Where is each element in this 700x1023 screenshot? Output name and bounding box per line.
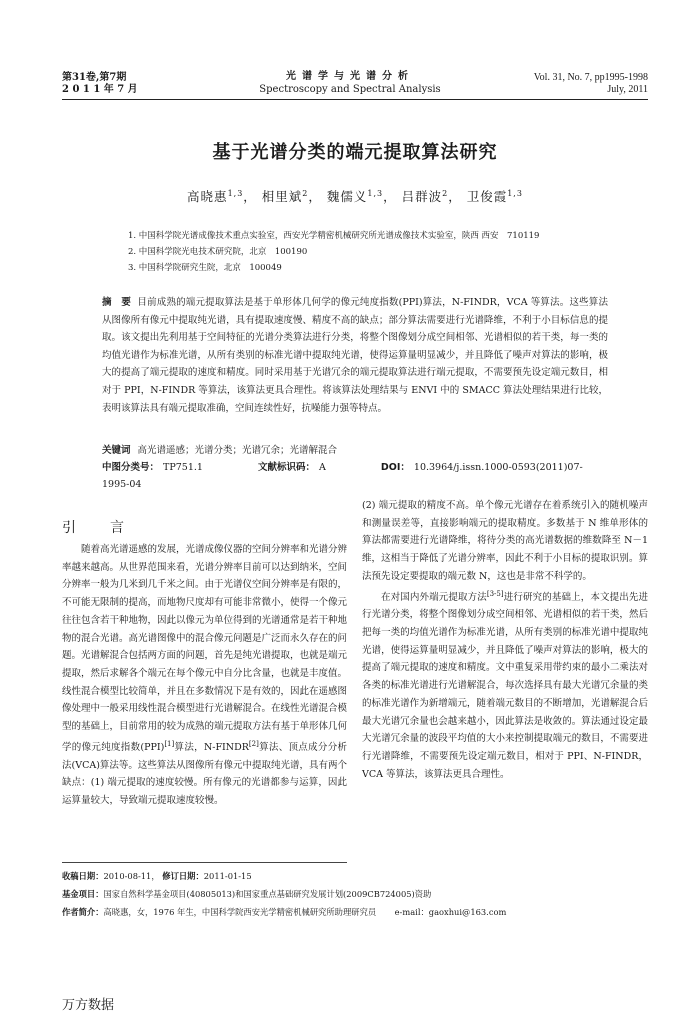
body-left-column — [62, 541, 347, 810]
header-journal-block — [250, 70, 450, 96]
doi-value: 10.3964/j.issn.1000-0593(2011)07-1995-04 — [102, 462, 583, 490]
footnote-rule — [62, 862, 347, 863]
doc-code-value: A — [319, 462, 326, 473]
clc-label: 中图分类号： — [102, 462, 160, 473]
header-date-en: July, 2011 — [607, 84, 648, 95]
wanfang-watermark: 万方数据 — [62, 998, 115, 1013]
affiliation-item: 2. 中国科学院光电技术研究院，北京 100190 — [128, 247, 308, 257]
footnote-email: e-mail：gaoxhui@163.com — [394, 907, 507, 917]
author-affiliation-mark: 1,3 — [507, 188, 523, 198]
citation-ref: [1] — [164, 739, 175, 748]
author-affiliation-mark: 2 — [442, 188, 449, 198]
header-volume-en: Vol. 31, No. 7, pp1995-1998 — [533, 72, 648, 83]
intro-paragraph: 随着高光谱遥感的发展，光谱成像仪器的空间分辨率和光谱分辨率越来越高。从世界范围来看，光谱分辨率目前可以达到纳米，空间分辨率一般为几米到几千米之间。由于光谱仪空间分辨率是有限的，不可能无限制的提高，而地物尺度却有可能非常微小，使得一个像元往往包含若干种地物，因此以像元为单位得到的光谱通常是若干种地物的混合光谱。高光谱图像中的混合像元问题是广泛而永久存在的问题。光谱解混合包括两方面的问题，首先是纯光谱提取，也就是端元提取，然后求解各个端元在每个像元中自分比含量，也就是丰度值。线性混合模型比较简单，并且在多数情况下是有效的，因此在遥感图像处理中一般采用线性混合模型进行光谱解混合。在线性光谱混合模型的基础上，目前常用的较为成熟的端元提取方法有基于单形体几何学的像元纯度指数(PPI)[1]算法，N-FINDR[2]算法、顶点成分分析法(VCA)算法等。这些算法从图像所有像元中提取纯光谱，具有两个缺点：(1) 端元提取的速度较慢。所有像元的光谱都参与运算，因此运算量较大，导致端元提取速度较慢。 — [62, 544, 348, 806]
body-paragraph: (2) 端元提取的精度不高。单个像元光谱存在着系统引入的随机噪声和测量误差等，直接影响端元的提取精度。多数基于 N 维单形体的算法都需要进行光谱降维，将待分类的高光谱数据的维数降至 N－1 维，这相当于降低了光谱分辨率，因此不利于小目标的提取识别。算法预先设定要提取的端元数 N，这也是非常不科学的。 — [362, 500, 648, 582]
doc-code-label: 文献标识码： — [257, 462, 315, 473]
keywords-label: 关键词 — [102, 445, 131, 456]
body-right-column — [362, 497, 648, 783]
author-affiliation-mark: 2 — [302, 188, 309, 198]
header-volume-cn: 第31卷,第7期 — [62, 72, 127, 83]
footnote-author: 作者简介：高晓惠，女，1976 年生，中国科学院西安光学精密机械研究所助理研究员 e-mail：gaoxhui@163.com — [62, 907, 507, 917]
affiliation-item: 1. 中国科学院光谱成像技术重点实验室，西安光学精密机械研究所光谱成像技术实验室，陕西 西安 710119 — [128, 231, 540, 241]
keywords-block — [102, 442, 608, 493]
author-name: 魏儒义 — [326, 189, 368, 204]
keywords-text: 高光谱遥感；光谱分类；光谱冗余；光谱解混合 — [137, 445, 338, 456]
clc-value: TP751.1 — [163, 462, 203, 473]
author-list: 高晓惠$^{1,3}$， 相里斌$^2$， 魏儒义$^{1,3}$， 吕群波$^2$， 卫俊霞$^{1,3}$ — [187, 188, 523, 204]
author-name: 高晓惠 — [187, 189, 228, 204]
intro-heading: 引 言 — [62, 520, 134, 536]
paper-title: 基于光谱分类的端元提取算法研究 — [212, 142, 498, 163]
header-journal-cn: 光谱学与光谱分析 — [286, 71, 414, 82]
header-date-cn: 2 0 1 1 年 7 月 — [62, 84, 138, 95]
classification-row — [102, 459, 608, 493]
doi-label: DOI： — [380, 462, 410, 473]
abstract-label: 摘 要 — [102, 297, 132, 308]
affiliation-list — [128, 228, 628, 276]
author-affiliation-mark: 1,3 — [227, 188, 244, 198]
author-name: 相里斌 — [261, 189, 303, 204]
header-rule — [62, 99, 648, 100]
affiliation-item: 3. 中国科学院研究生院，北京 100049 — [128, 263, 282, 273]
abstract — [102, 294, 608, 417]
header-journal-en: Spectroscopy and Spectral Analysis — [259, 84, 441, 95]
keywords-row — [102, 442, 608, 459]
footnote-dates: 收稿日期：2010-08-11， 修订日期：2011-01-15 — [62, 871, 252, 881]
citation-ref: [3-5] — [486, 589, 504, 598]
header-volume-en-block — [534, 72, 648, 96]
author-affiliation-mark: 1,3 — [367, 188, 384, 198]
footnotes — [62, 867, 648, 921]
body-paragraph: 在对国内外端元提取方法[3-5]进行研究的基础上，本文提出先进行光谱分类，将整个图像划分成空间相邻、光谱相似的若干类，然后把每一类的均值光谱作为标准光谱，从所有类别的标准光谱中提取纯光谱，使得运算量明显减少，并且降低了噪声对算法的影响，极大的提高了端元提取的速度和精度。文中重复采用带约束的最小二乘法对各类的标准光谱进行光谱解混合，每次选择具有最大光谱冗余量的类的标准光谱作为新增端元，随着端元数目的不断增加，光谱解混合后最大光谱冗余量也会越来越小，因此算法是收敛的。算法通过设定最大光谱冗余量的波段平均值的大小来控制提取端元的数目，不需要进行光谱降维，不需要预先设定端元数目，相对于 PPI、N-FINDR，VCA 等算法，该算法更具合理性。 — [362, 589, 648, 780]
author-name: 吕群波 — [401, 189, 443, 204]
citation-ref: [2] — [248, 739, 259, 748]
author-name: 卫俊霞 — [466, 189, 508, 204]
abstract-text: 目前成熟的端元提取算法是基于单形体几何学的像元纯度指数(PPI)算法，N-FINDR，VCA 等算法。这些算法从图像所有像元中提取纯光谱，具有提取速度慢、精度不高的缺点；部分算法需要进行光谱降维，不利于小目标信息的提取。该文提出先利用基于空间特征的光谱分类算法进行分类，将整个图像划分成空间相邻、光谱相似的若干类，每一类的均值光谱作为标准光谱，从所有类别的标准光谱中提取纯光谱，使得运算量明显减少，并且降低了噪声对算法的影响，极大的提高了端元提取的速度和精度。同时采用基于光谱冗余的端元提取算法进行端元提取，不需要预先设定端元数目，相对于 PPI，N-FINDR 等算法，该算法更具合理性。将该算法处理结果与 ENVI 中的 SMACC 算法处理结果进行比较，表明该算法具有端元提取准确，空间连续性好，抗噪能力强等特点。 — [102, 297, 608, 414]
footnote-fund: 基金项目：国家自然科学基金项目(40805013)和国家重点基础研究发展计划(2009CB724005)资助 — [62, 889, 432, 899]
header-volume-block — [62, 72, 138, 96]
